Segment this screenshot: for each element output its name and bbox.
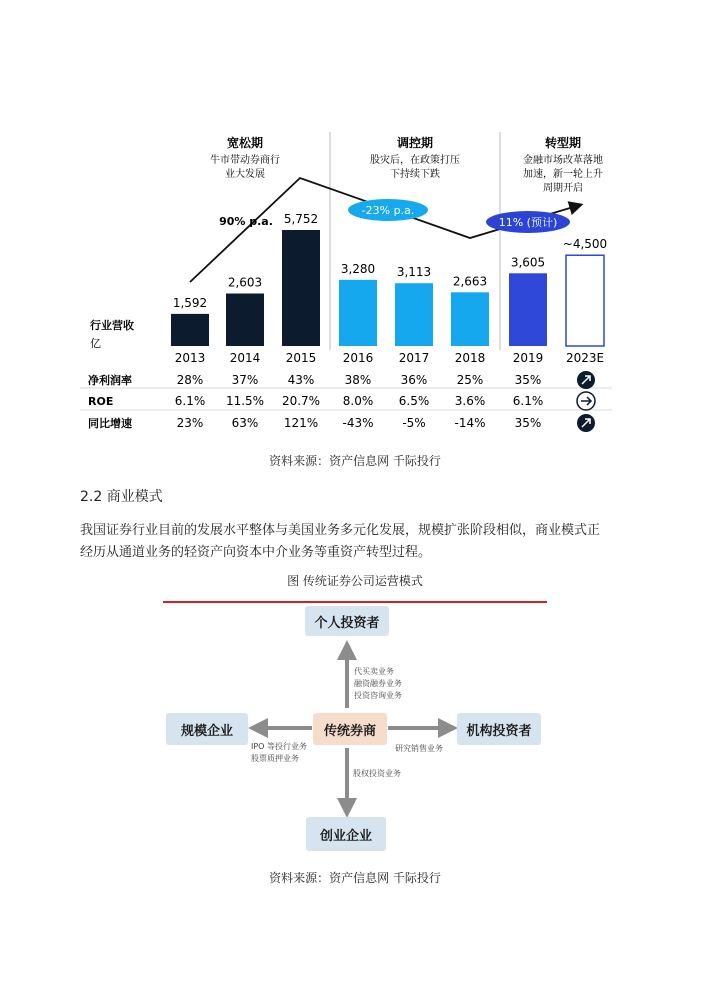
table-cell: 35% bbox=[514, 373, 542, 387]
x-tick-label: 2015 bbox=[285, 351, 317, 365]
services-left bbox=[251, 741, 307, 765]
period-desc: 加速，新一轮上升 bbox=[523, 169, 603, 180]
table-cell: 36% bbox=[400, 373, 428, 387]
table-row-label: 同比增速 bbox=[88, 417, 132, 430]
growth-label: 11% (预计) bbox=[498, 216, 558, 229]
period-desc: 牛市带动券商行 bbox=[210, 155, 280, 166]
service-label: 投资咨询业务 bbox=[354, 691, 402, 700]
trend-flat-icon bbox=[577, 392, 595, 410]
table-cell: 38% bbox=[344, 373, 372, 387]
paragraph-line: 经历从通道业务的轻资产向资本中介业务等重资产转型过程。 bbox=[80, 545, 432, 560]
x-tick-label: 2023E bbox=[565, 351, 605, 365]
services-right bbox=[395, 743, 443, 755]
trend-up-icon bbox=[577, 371, 595, 389]
x-tick-label: 2017 bbox=[398, 351, 430, 365]
bar-value-label: 5,752 bbox=[283, 212, 319, 226]
section-title: 2.2 商业模式 bbox=[80, 489, 163, 505]
table-row-label: ROE bbox=[88, 395, 114, 408]
table-cell: 35% bbox=[514, 416, 542, 430]
period-title: 宽松期 bbox=[226, 136, 264, 150]
table-cell: 28% bbox=[176, 373, 204, 387]
bar-2023E bbox=[566, 255, 604, 346]
service-label: 股票质押业务 bbox=[251, 754, 299, 763]
paragraph bbox=[80, 520, 640, 564]
table-cell: -14% bbox=[454, 416, 486, 430]
y-axis-unit: 亿 bbox=[90, 337, 101, 350]
bar-2014 bbox=[226, 294, 264, 346]
service-label: 融资融券业务 bbox=[354, 679, 402, 688]
table-cell: 23% bbox=[176, 416, 204, 430]
period-desc: 下持续下跌 bbox=[390, 169, 440, 180]
bar-2018 bbox=[451, 292, 489, 346]
table-cell: 43% bbox=[287, 373, 315, 387]
table-cell: 8.0% bbox=[342, 394, 374, 408]
x-tick-label: 2016 bbox=[342, 351, 374, 365]
bar-2015 bbox=[282, 230, 320, 346]
table-cell: -5% bbox=[402, 416, 426, 430]
service-label: IPO 等投行业务 bbox=[251, 742, 308, 751]
paragraph-line: 我国证券行业目前的发展水平整体与美国业务多元化发展，规模扩张阶段相似，商业模式正 bbox=[80, 523, 601, 538]
services-bottom bbox=[353, 768, 401, 780]
period-title: 调控期 bbox=[396, 136, 434, 150]
table-cell: 6.1% bbox=[174, 394, 206, 408]
table-cell: 3.6% bbox=[454, 394, 486, 408]
bar-value-label: 2,663 bbox=[452, 274, 488, 289]
x-tick-label: 2013 bbox=[174, 351, 206, 365]
node-large-enterprises: 规模企业 bbox=[166, 713, 248, 745]
x-tick-label: 2018 bbox=[454, 351, 486, 365]
growth-label: 90% p.a. bbox=[219, 215, 273, 228]
period-desc: 业大发展 bbox=[225, 169, 265, 180]
figure-title: 图 传统证券公司运营模式 bbox=[287, 574, 423, 588]
period-desc: 周期开启 bbox=[543, 183, 583, 194]
table-cell: 63% bbox=[231, 416, 259, 430]
y-axis-label: 行业营收 bbox=[90, 319, 134, 332]
bar-2016 bbox=[339, 280, 377, 346]
table-cell: 25% bbox=[456, 373, 484, 387]
table-cell: 20.7% bbox=[281, 394, 321, 408]
bar-2013 bbox=[171, 314, 209, 346]
table-cell: 11.5% bbox=[225, 394, 265, 408]
trend-up-icon bbox=[577, 414, 595, 432]
table-cell: 6.1% bbox=[512, 394, 544, 408]
table-cell: 121% bbox=[283, 416, 319, 430]
revenue-chart bbox=[0, 0, 710, 440]
service-label: 股权投资业务 bbox=[353, 769, 401, 778]
x-tick-label: 2019 bbox=[512, 351, 544, 365]
bar-value-label: 3,113 bbox=[396, 265, 432, 280]
bar-value-label: 1,592 bbox=[172, 295, 208, 310]
source-caption: 资料来源：资产信息网 千际投行 bbox=[269, 454, 441, 468]
node-traditional-broker: 传统券商 bbox=[313, 713, 387, 745]
source-caption: 资料来源：资产信息网 千际投行 bbox=[269, 871, 441, 885]
table-cell: 6.5% bbox=[398, 394, 430, 408]
node-startups: 创业企业 bbox=[306, 817, 386, 851]
table-cell: -43% bbox=[342, 416, 374, 430]
period-title: 转型期 bbox=[544, 136, 582, 150]
service-label: 代买卖业务 bbox=[354, 667, 394, 676]
bar-value-label: 3,605 bbox=[510, 255, 546, 270]
bar-2019 bbox=[509, 273, 547, 346]
bar-value-label: 2,603 bbox=[227, 275, 263, 290]
x-tick-label: 2014 bbox=[229, 351, 261, 365]
table-row-label: 净利润率 bbox=[88, 374, 132, 387]
bar-value-label: ~4,500 bbox=[562, 237, 608, 252]
bar-value-label: 3,280 bbox=[340, 261, 376, 276]
bar-2017 bbox=[395, 283, 433, 346]
period-desc: 金融市场改革落地 bbox=[523, 155, 603, 166]
growth-label: -23% p.a. bbox=[361, 204, 415, 217]
service-label: 研究销售业务 bbox=[395, 744, 443, 753]
table-cell: 37% bbox=[231, 373, 259, 387]
period-desc: 股灾后，在政策打压 bbox=[370, 155, 460, 166]
node-institutional-investors: 机构投资者 bbox=[457, 713, 541, 745]
services-top bbox=[354, 666, 402, 702]
node-individual-investors: 个人投资者 bbox=[305, 606, 389, 636]
